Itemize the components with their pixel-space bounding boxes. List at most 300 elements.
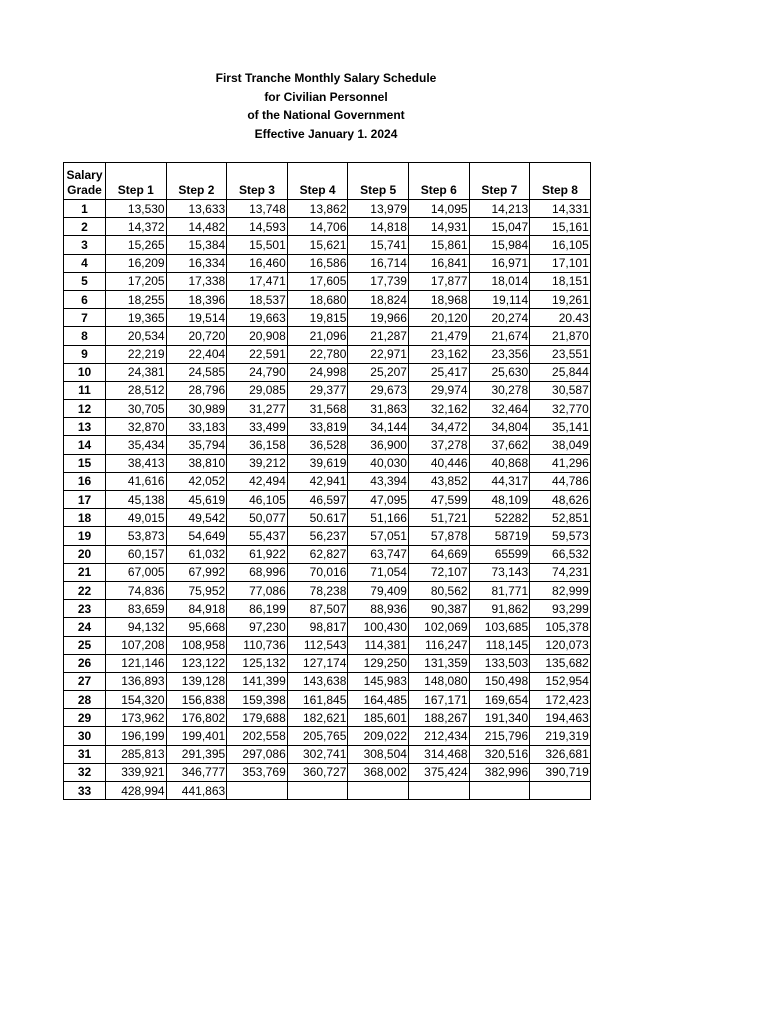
table-row — [64, 581, 591, 599]
step-5-value-cell: 129,250 — [348, 654, 409, 672]
step-3-value-cell: 16,460 — [227, 254, 288, 272]
step-6-value-cell: 17,877 — [408, 272, 469, 290]
table-row — [64, 345, 591, 363]
step-5-value-cell: 308,504 — [348, 745, 409, 763]
step-8-value-cell: 172,423 — [530, 691, 591, 709]
title-line-2: for Civilian Personnel — [264, 89, 388, 104]
step-7-value-cell: 118,145 — [469, 636, 530, 654]
step-5-value-cell: 100,430 — [348, 618, 409, 636]
step-4-value-cell: 302,741 — [287, 745, 348, 763]
salary-grade-cell: 24 — [64, 618, 106, 636]
step-1-value-cell: 14,372 — [106, 218, 167, 236]
step-2-value-cell: 75,952 — [166, 581, 227, 599]
step-6-value-cell: 80,562 — [408, 581, 469, 599]
step-6-value-cell: 23,162 — [408, 345, 469, 363]
step-3-value-cell: 33,499 — [227, 418, 288, 436]
step-7-value-cell: 169,654 — [469, 691, 530, 709]
step-8-value-cell: 20.43 — [530, 309, 591, 327]
step-5-value-cell: 36,900 — [348, 436, 409, 454]
step-2-value-cell: 19,514 — [166, 309, 227, 327]
table-row — [64, 454, 591, 472]
step-6-value-cell: 72,107 — [408, 563, 469, 581]
step-6-value-cell: 167,171 — [408, 691, 469, 709]
step-7-value-cell: 18,014 — [469, 272, 530, 290]
step-5-value-cell: 21,287 — [348, 327, 409, 345]
step-6-value-cell: 102,069 — [408, 618, 469, 636]
step-5-value-cell: 63,747 — [348, 545, 409, 563]
step-8-value-cell: 48,626 — [530, 491, 591, 509]
step-3-value-cell: 202,558 — [227, 727, 288, 745]
salary-grade-cell: 10 — [64, 363, 106, 381]
step-2-value-cell: 33,183 — [166, 418, 227, 436]
step-5-value-cell: 15,741 — [348, 236, 409, 254]
step-8-value-cell: 19,261 — [530, 290, 591, 308]
step-7-value-cell: 20,274 — [469, 309, 530, 327]
step-5-value-cell: 185,601 — [348, 709, 409, 727]
step-2-value-cell: 61,032 — [166, 545, 227, 563]
salary-grade-cell: 23 — [64, 600, 106, 618]
salary-grade-cell: 18 — [64, 509, 106, 527]
salary-grade-cell: 8 — [64, 327, 106, 345]
step-5-value-cell: 145,983 — [348, 672, 409, 690]
step-6-value-cell: 40,446 — [408, 454, 469, 472]
step-4-value-cell: 21,096 — [287, 327, 348, 345]
step-6-value-cell: 37,278 — [408, 436, 469, 454]
table-row — [64, 436, 591, 454]
step-5-value-cell: 51,166 — [348, 509, 409, 527]
step-1-value-cell: 32,870 — [106, 418, 167, 436]
table-row — [64, 618, 591, 636]
step-2-value-cell: 156,838 — [166, 691, 227, 709]
step-5-value-cell: 40,030 — [348, 454, 409, 472]
step-3-value-cell: 13,748 — [227, 200, 288, 218]
step-7-value-cell: 19,114 — [469, 290, 530, 308]
step-5-value-cell: 43,394 — [348, 472, 409, 490]
step-8-value-cell: 38,049 — [530, 436, 591, 454]
step-6-header: Step 6 — [408, 163, 469, 200]
step-6-value-cell: 43,852 — [408, 472, 469, 490]
step-1-value-cell: 45,138 — [106, 491, 167, 509]
step-5-value-cell: 22,971 — [348, 345, 409, 363]
step-3-value-cell: 50,077 — [227, 509, 288, 527]
step-8-value-cell: 41,296 — [530, 454, 591, 472]
table-row — [64, 200, 591, 218]
step-8-value-cell: 30,587 — [530, 381, 591, 399]
salary-grade-cell: 3 — [64, 236, 106, 254]
step-5-value-cell: 14,818 — [348, 218, 409, 236]
step-7-value-cell: 32,464 — [469, 400, 530, 418]
step-4-value-cell — [287, 782, 348, 800]
step-5-value-cell — [348, 782, 409, 800]
step-6-value-cell: 20,120 — [408, 309, 469, 327]
step-8-value-cell: 35,141 — [530, 418, 591, 436]
step-7-value-cell: 91,862 — [469, 600, 530, 618]
step-6-value-cell: 131,359 — [408, 654, 469, 672]
step-6-value-cell: 116,247 — [408, 636, 469, 654]
table-row — [64, 527, 591, 545]
salary-grade-cell: 12 — [64, 400, 106, 418]
step-3-value-cell: 297,086 — [227, 745, 288, 763]
step-6-value-cell: 314,468 — [408, 745, 469, 763]
step-4-value-cell: 15,621 — [287, 236, 348, 254]
salary-grade-cell: 1 — [64, 200, 106, 218]
table-row — [64, 418, 591, 436]
step-3-value-cell: 29,085 — [227, 381, 288, 399]
step-6-value-cell: 188,267 — [408, 709, 469, 727]
step-7-value-cell: 73,143 — [469, 563, 530, 581]
step-8-value-cell: 17,101 — [530, 254, 591, 272]
step-5-value-cell: 34,144 — [348, 418, 409, 436]
step-6-value-cell: 25,417 — [408, 363, 469, 381]
step-3-value-cell: 24,790 — [227, 363, 288, 381]
step-1-value-cell: 339,921 — [106, 763, 167, 781]
step-2-value-cell: 17,338 — [166, 272, 227, 290]
step-2-value-cell: 24,585 — [166, 363, 227, 381]
step-1-value-cell: 136,893 — [106, 672, 167, 690]
step-4-value-cell: 98,817 — [287, 618, 348, 636]
step-1-value-cell: 13,530 — [106, 200, 167, 218]
step-1-value-cell: 41,616 — [106, 472, 167, 490]
step-4-value-cell: 18,680 — [287, 290, 348, 308]
step-4-value-cell: 62,827 — [287, 545, 348, 563]
salary-grade-cell: 29 — [64, 709, 106, 727]
salary-grade-cell: 16 — [64, 472, 106, 490]
step-2-value-cell: 45,619 — [166, 491, 227, 509]
step-7-value-cell: 37,662 — [469, 436, 530, 454]
table-row — [64, 691, 591, 709]
step-8-value-cell: 32,770 — [530, 400, 591, 418]
step-1-value-cell: 20,534 — [106, 327, 167, 345]
step-8-value-cell: 25,844 — [530, 363, 591, 381]
header-row — [64, 163, 591, 200]
step-8-value-cell: 120,073 — [530, 636, 591, 654]
step-6-value-cell: 18,968 — [408, 290, 469, 308]
step-7-value-cell: 65599 — [469, 545, 530, 563]
step-6-value-cell: 90,387 — [408, 600, 469, 618]
table-row — [64, 491, 591, 509]
step-7-value-cell: 16,971 — [469, 254, 530, 272]
step-4-value-cell: 50.617 — [287, 509, 348, 527]
step-5-value-cell: 16,714 — [348, 254, 409, 272]
title-line-3: of the National Government — [247, 108, 405, 123]
table-body — [64, 200, 591, 800]
table-row — [64, 472, 591, 490]
table-row — [64, 600, 591, 618]
step-7-value-cell: 103,685 — [469, 618, 530, 636]
step-5-value-cell: 368,002 — [348, 763, 409, 781]
salary-grade-cell: 5 — [64, 272, 106, 290]
table-row — [64, 545, 591, 563]
step-7-value-cell: 25,630 — [469, 363, 530, 381]
step-8-value-cell: 14,331 — [530, 200, 591, 218]
step-8-value-cell — [530, 782, 591, 800]
step-1-value-cell: 18,255 — [106, 290, 167, 308]
step-4-value-cell: 360,727 — [287, 763, 348, 781]
step-1-value-cell: 60,157 — [106, 545, 167, 563]
salary-grade-cell: 14 — [64, 436, 106, 454]
table-row — [64, 254, 591, 272]
salary-grade-cell: 27 — [64, 672, 106, 690]
step-1-value-cell: 28,512 — [106, 381, 167, 399]
step-4-value-cell: 29,377 — [287, 381, 348, 399]
step-5-value-cell: 18,824 — [348, 290, 409, 308]
step-7-value-cell: 320,516 — [469, 745, 530, 763]
step-3-value-cell: 20,908 — [227, 327, 288, 345]
step-4-value-cell: 87,507 — [287, 600, 348, 618]
step-6-value-cell: 14,931 — [408, 218, 469, 236]
step-2-value-cell: 38,810 — [166, 454, 227, 472]
step-8-header: Step 8 — [530, 163, 591, 200]
step-1-value-cell: 30,705 — [106, 400, 167, 418]
step-2-value-cell: 14,482 — [166, 218, 227, 236]
step-4-value-cell: 182,621 — [287, 709, 348, 727]
step-2-value-cell: 35,794 — [166, 436, 227, 454]
step-4-value-cell: 17,605 — [287, 272, 348, 290]
step-8-value-cell: 21,870 — [530, 327, 591, 345]
step-7-value-cell — [469, 782, 530, 800]
step-2-value-cell: 28,796 — [166, 381, 227, 399]
step-8-value-cell: 326,681 — [530, 745, 591, 763]
step-5-value-cell: 19,966 — [348, 309, 409, 327]
step-4-value-cell: 161,845 — [287, 691, 348, 709]
step-2-value-cell: 30,989 — [166, 400, 227, 418]
salary-grade-cell: 22 — [64, 581, 106, 599]
step-5-value-cell: 114,381 — [348, 636, 409, 654]
table-row — [64, 763, 591, 781]
step-2-value-cell: 16,334 — [166, 254, 227, 272]
step-1-value-cell: 428,994 — [106, 782, 167, 800]
step-3-value-cell: 97,230 — [227, 618, 288, 636]
step-4-value-cell: 13,862 — [287, 200, 348, 218]
step-4-value-cell: 24,998 — [287, 363, 348, 381]
step-2-value-cell: 441,863 — [166, 782, 227, 800]
step-7-value-cell: 44,317 — [469, 472, 530, 490]
title-line-1: First Tranche Monthly Salary Schedule — [215, 71, 437, 85]
step-6-value-cell: 51,721 — [408, 509, 469, 527]
step-8-value-cell: 15,161 — [530, 218, 591, 236]
step-8-value-cell: 194,463 — [530, 709, 591, 727]
salary-grade-cell: 33 — [64, 782, 106, 800]
step-2-value-cell: 108,958 — [166, 636, 227, 654]
salary-grade-cell: 17 — [64, 491, 106, 509]
salary-grade-cell: 25 — [64, 636, 106, 654]
step-1-value-cell: 196,199 — [106, 727, 167, 745]
step-7-value-cell: 133,503 — [469, 654, 530, 672]
step-1-value-cell: 22,219 — [106, 345, 167, 363]
salary-grade-cell: 6 — [64, 290, 106, 308]
salary-grade-cell: 31 — [64, 745, 106, 763]
step-1-value-cell: 285,813 — [106, 745, 167, 763]
step-2-value-cell: 67,992 — [166, 563, 227, 581]
step-2-value-cell: 18,396 — [166, 290, 227, 308]
step-2-value-cell: 95,668 — [166, 618, 227, 636]
step-7-value-cell: 15,047 — [469, 218, 530, 236]
table-row — [64, 363, 591, 381]
table-header — [64, 163, 591, 200]
table-row — [64, 745, 591, 763]
salary-grade-cell: 4 — [64, 254, 106, 272]
step-5-value-cell: 88,936 — [348, 600, 409, 618]
step-8-value-cell: 74,231 — [530, 563, 591, 581]
step-4-value-cell: 31,568 — [287, 400, 348, 418]
step-8-value-cell: 390,719 — [530, 763, 591, 781]
step-7-header: Step 7 — [469, 163, 530, 200]
table-row — [64, 272, 591, 290]
step-6-value-cell: 212,434 — [408, 727, 469, 745]
step-8-value-cell: 152,954 — [530, 672, 591, 690]
step-5-value-cell: 13,979 — [348, 200, 409, 218]
step-3-value-cell: 14,593 — [227, 218, 288, 236]
salary-grade-cell: 32 — [64, 763, 106, 781]
step-3-value-cell: 68,996 — [227, 563, 288, 581]
step-7-value-cell: 81,771 — [469, 581, 530, 599]
step-6-value-cell: 47,599 — [408, 491, 469, 509]
step-6-value-cell: 57,878 — [408, 527, 469, 545]
step-5-value-cell: 57,051 — [348, 527, 409, 545]
salary-grade-cell: 28 — [64, 691, 106, 709]
table-row — [64, 563, 591, 581]
step-3-value-cell — [227, 782, 288, 800]
step-2-value-cell: 139,128 — [166, 672, 227, 690]
step-1-value-cell: 53,873 — [106, 527, 167, 545]
step-3-value-cell: 39,212 — [227, 454, 288, 472]
step-4-value-cell: 14,706 — [287, 218, 348, 236]
step-3-value-cell: 46,105 — [227, 491, 288, 509]
step-8-value-cell: 93,299 — [530, 600, 591, 618]
step-2-value-cell: 346,777 — [166, 763, 227, 781]
step-4-header: Step 4 — [287, 163, 348, 200]
step-8-value-cell: 105,378 — [530, 618, 591, 636]
step-3-value-cell: 77,086 — [227, 581, 288, 599]
step-3-value-cell: 17,471 — [227, 272, 288, 290]
step-4-value-cell: 56,237 — [287, 527, 348, 545]
step-4-value-cell: 205,765 — [287, 727, 348, 745]
step-3-header: Step 3 — [227, 163, 288, 200]
table-row — [64, 400, 591, 418]
step-6-value-cell: 29,974 — [408, 381, 469, 399]
step-5-value-cell: 25,207 — [348, 363, 409, 381]
step-3-value-cell: 18,537 — [227, 290, 288, 308]
step-8-value-cell: 16,105 — [530, 236, 591, 254]
salary-schedule-table — [63, 162, 591, 800]
step-8-value-cell: 66,532 — [530, 545, 591, 563]
step-4-value-cell: 42,941 — [287, 472, 348, 490]
table-row — [64, 309, 591, 327]
step-1-value-cell: 74,836 — [106, 581, 167, 599]
table-row — [64, 709, 591, 727]
step-4-value-cell: 36,528 — [287, 436, 348, 454]
step-2-value-cell: 176,802 — [166, 709, 227, 727]
step-2-value-cell: 22,404 — [166, 345, 227, 363]
step-1-value-cell: 49,015 — [106, 509, 167, 527]
salary-grade-cell: 15 — [64, 454, 106, 472]
step-3-value-cell: 141,399 — [227, 672, 288, 690]
step-3-value-cell: 15,501 — [227, 236, 288, 254]
step-3-value-cell: 159,398 — [227, 691, 288, 709]
step-6-value-cell: 14,095 — [408, 200, 469, 218]
effective-date: Effective January 1. 2024 — [254, 126, 398, 141]
step-6-value-cell: 375,424 — [408, 763, 469, 781]
step-7-value-cell: 382,996 — [469, 763, 530, 781]
salary-grade-cell: 2 — [64, 218, 106, 236]
step-5-value-cell: 47,095 — [348, 491, 409, 509]
step-2-value-cell: 42,052 — [166, 472, 227, 490]
step-4-value-cell: 78,238 — [287, 581, 348, 599]
step-4-value-cell: 22,780 — [287, 345, 348, 363]
step-6-value-cell: 21,479 — [408, 327, 469, 345]
step-4-value-cell: 16,586 — [287, 254, 348, 272]
step-7-value-cell: 15,984 — [469, 236, 530, 254]
step-3-value-cell: 125,132 — [227, 654, 288, 672]
step-5-value-cell: 79,409 — [348, 581, 409, 599]
step-1-value-cell: 107,208 — [106, 636, 167, 654]
step-1-header: Step 1 — [106, 163, 167, 200]
table-row — [64, 381, 591, 399]
step-5-value-cell: 209,022 — [348, 727, 409, 745]
step-1-value-cell: 173,962 — [106, 709, 167, 727]
step-7-value-cell: 52282 — [469, 509, 530, 527]
step-2-value-cell: 20,720 — [166, 327, 227, 345]
step-2-value-cell: 54,649 — [166, 527, 227, 545]
salary-grade-cell: 19 — [64, 527, 106, 545]
table-row — [64, 236, 591, 254]
step-8-value-cell: 18,151 — [530, 272, 591, 290]
salary-grade-header — [64, 163, 106, 200]
step-6-value-cell: 15,861 — [408, 236, 469, 254]
step-6-value-cell — [408, 782, 469, 800]
table-row — [64, 727, 591, 745]
step-2-value-cell: 15,384 — [166, 236, 227, 254]
step-4-value-cell: 19,815 — [287, 309, 348, 327]
step-7-value-cell: 58719 — [469, 527, 530, 545]
step-8-value-cell: 135,682 — [530, 654, 591, 672]
step-8-value-cell: 59,573 — [530, 527, 591, 545]
step-6-value-cell: 32,162 — [408, 400, 469, 418]
step-7-value-cell: 34,804 — [469, 418, 530, 436]
step-4-value-cell: 33,819 — [287, 418, 348, 436]
step-1-value-cell: 24,381 — [106, 363, 167, 381]
salary-grade-cell: 11 — [64, 381, 106, 399]
salary-grade-cell: 7 — [64, 309, 106, 327]
step-7-value-cell: 150,498 — [469, 672, 530, 690]
step-4-value-cell: 70,016 — [287, 563, 348, 581]
step-7-value-cell: 14,213 — [469, 200, 530, 218]
step-8-value-cell: 52,851 — [530, 509, 591, 527]
step-7-value-cell: 23,356 — [469, 345, 530, 363]
document-title — [0, 69, 652, 143]
salary-grade-cell: 20 — [64, 545, 106, 563]
step-7-value-cell: 215,796 — [469, 727, 530, 745]
step-1-value-cell: 121,146 — [106, 654, 167, 672]
step-8-value-cell: 82,999 — [530, 581, 591, 599]
step-3-value-cell: 61,922 — [227, 545, 288, 563]
step-2-value-cell: 13,633 — [166, 200, 227, 218]
step-7-value-cell: 48,109 — [469, 491, 530, 509]
table-row — [64, 327, 591, 345]
step-1-value-cell: 38,413 — [106, 454, 167, 472]
step-6-value-cell: 34,472 — [408, 418, 469, 436]
table-row — [64, 654, 591, 672]
salary-grade-cell: 30 — [64, 727, 106, 745]
step-1-value-cell: 67,005 — [106, 563, 167, 581]
step-7-value-cell: 30,278 — [469, 381, 530, 399]
step-2-value-cell: 49,542 — [166, 509, 227, 527]
step-2-value-cell: 291,395 — [166, 745, 227, 763]
step-1-value-cell: 15,265 — [106, 236, 167, 254]
step-4-value-cell: 143,638 — [287, 672, 348, 690]
step-1-value-cell: 16,209 — [106, 254, 167, 272]
step-3-value-cell: 353,769 — [227, 763, 288, 781]
